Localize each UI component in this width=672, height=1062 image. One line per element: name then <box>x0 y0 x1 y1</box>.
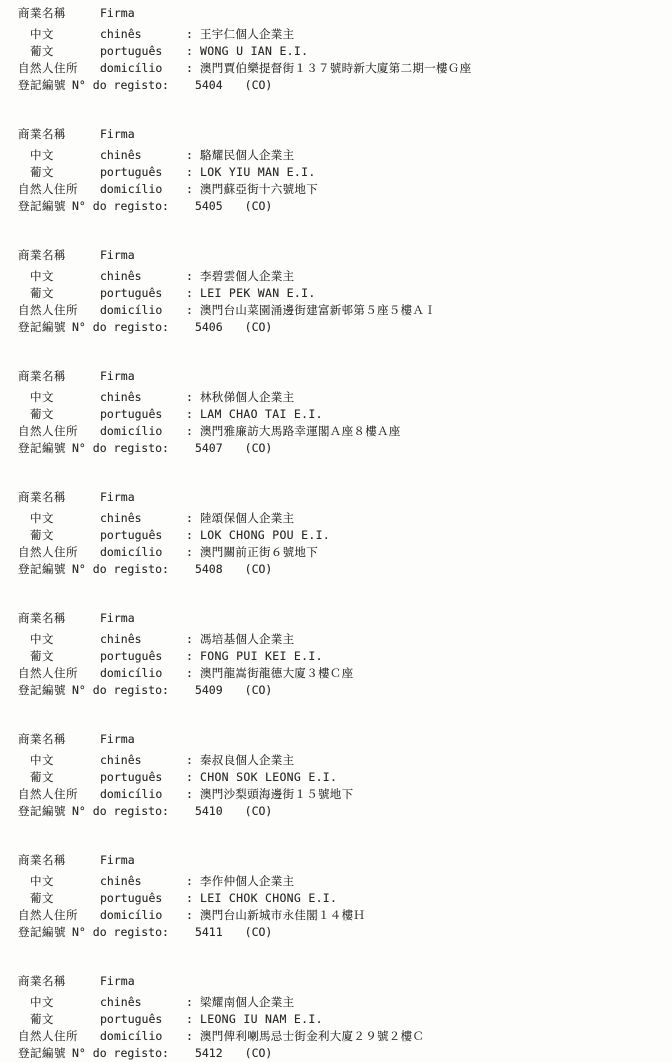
firm-label-pt: Firma <box>100 6 135 20</box>
separator-colon: : <box>186 908 193 922</box>
address-line <box>0 544 672 561</box>
registry-number-line <box>0 561 672 578</box>
chinese-name-label-zh: 中文 <box>30 632 54 646</box>
registry-number-line <box>0 682 672 699</box>
portuguese-name-label-zh: 葡文 <box>30 649 54 663</box>
separator-colon: : <box>186 511 193 525</box>
address-line <box>0 302 672 319</box>
registry-label-pt: N° do registo: <box>72 562 169 576</box>
registry-type-suffix: (CO) <box>244 1046 273 1060</box>
portuguese-name-value: FONG PUI KEI E.I. <box>200 649 323 663</box>
chinese-name-line <box>0 752 672 769</box>
portuguese-name-label-zh: 葡文 <box>30 528 54 542</box>
address-label-pt: domicílio <box>100 424 163 438</box>
portuguese-name-line <box>0 285 672 302</box>
address-label-zh: 自然人住所 <box>18 303 78 317</box>
registry-number-line <box>0 77 672 94</box>
registry-label-zh: 登記編號 <box>18 562 66 576</box>
registry-label-zh: 登記編號 <box>18 441 66 455</box>
separator-colon: : <box>186 390 193 404</box>
firm-label-zh: 商業名稱 <box>18 611 66 625</box>
chinese-name-label-pt: chinês <box>100 148 142 162</box>
firm-header-line <box>0 852 672 869</box>
chinese-name-label-zh: 中文 <box>30 390 54 404</box>
registration-record <box>0 973 672 1062</box>
chinese-name-value: 駱耀民個人企業主 <box>200 148 295 162</box>
firm-label-zh: 商業名稱 <box>18 369 66 383</box>
separator-colon: : <box>186 995 193 1009</box>
address-line <box>0 181 672 198</box>
separator-colon: : <box>186 891 193 905</box>
chinese-name-label-zh: 中文 <box>30 269 54 283</box>
registry-label-zh: 登記編號 <box>18 925 66 939</box>
separator-colon: : <box>186 286 193 300</box>
registry-label-pt: N° do registo: <box>72 925 169 939</box>
registry-number-value: 5408 <box>194 562 223 576</box>
firm-header-line <box>0 368 672 385</box>
registration-record <box>0 368 672 457</box>
address-label-zh: 自然人住所 <box>18 545 78 559</box>
separator-colon: : <box>186 649 193 663</box>
address-label-pt: domicílio <box>100 61 163 75</box>
chinese-name-value: 王宇仁個人企業主 <box>200 27 295 41</box>
address-value: 澳門賈伯樂提督街１３７號時新大廈第二期一樓Ｇ座 <box>200 61 472 75</box>
separator-colon: : <box>186 303 193 317</box>
portuguese-name-label-pt: português <box>100 891 163 905</box>
chinese-name-label-pt: chinês <box>100 874 142 888</box>
registry-label-zh: 登記編號 <box>18 320 66 334</box>
chinese-name-label-pt: chinês <box>100 632 142 646</box>
registry-label-zh: 登記編號 <box>18 1046 66 1060</box>
address-label-zh: 自然人住所 <box>18 666 78 680</box>
address-line <box>0 786 672 803</box>
portuguese-name-label-zh: 葡文 <box>30 44 54 58</box>
registry-type-suffix: (CO) <box>244 441 273 455</box>
chinese-name-value: 秦叔良個人企業主 <box>200 753 295 767</box>
firm-header-line <box>0 731 672 748</box>
registry-number-value: 5405 <box>194 199 223 213</box>
portuguese-name-label-pt: português <box>100 649 163 663</box>
registry-number-line <box>0 1045 672 1062</box>
address-value: 澳門沙梨頭海邊街１５號地下 <box>200 787 354 801</box>
portuguese-name-label-pt: português <box>100 44 163 58</box>
address-label-pt: domicílio <box>100 303 163 317</box>
registry-label-pt: N° do registo: <box>72 320 169 334</box>
chinese-name-label-zh: 中文 <box>30 511 54 525</box>
firm-label-zh: 商業名稱 <box>18 853 66 867</box>
registry-number-value: 5412 <box>194 1046 223 1060</box>
address-label-pt: domicílio <box>100 1029 163 1043</box>
registry-label-zh: 登記編號 <box>18 78 66 92</box>
registry-label-pt: N° do registo: <box>72 199 169 213</box>
portuguese-name-label-zh: 葡文 <box>30 407 54 421</box>
chinese-name-line <box>0 268 672 285</box>
portuguese-name-value: LEONG IU NAM E.I. <box>200 1012 323 1026</box>
chinese-name-value: 梁耀南個人企業主 <box>200 995 295 1009</box>
registry-label-zh: 登記編號 <box>18 683 66 697</box>
portuguese-name-line <box>0 527 672 544</box>
firm-label-zh: 商業名稱 <box>18 974 66 988</box>
separator-colon: : <box>186 770 193 784</box>
firm-header-line <box>0 973 672 990</box>
registry-type-suffix: (CO) <box>244 683 273 697</box>
firm-label-pt: Firma <box>100 369 135 383</box>
portuguese-name-label-zh: 葡文 <box>30 165 54 179</box>
chinese-name-label-pt: chinês <box>100 269 142 283</box>
portuguese-name-label-pt: português <box>100 1012 163 1026</box>
separator-colon: : <box>186 424 193 438</box>
chinese-name-line <box>0 994 672 1011</box>
firm-header-line <box>0 610 672 627</box>
address-label-zh: 自然人住所 <box>18 787 78 801</box>
firm-label-pt: Firma <box>100 611 135 625</box>
separator-colon: : <box>186 632 193 646</box>
portuguese-name-line <box>0 890 672 907</box>
chinese-name-value: 馮培基個人企業主 <box>200 632 295 646</box>
firm-header-line <box>0 489 672 506</box>
portuguese-name-line <box>0 769 672 786</box>
address-value: 澳門俾利喇馬忌士街金利大廈２９號２樓Ｃ <box>200 1029 425 1043</box>
registry-number-value: 5411 <box>194 925 223 939</box>
portuguese-name-label-pt: português <box>100 407 163 421</box>
separator-colon: : <box>186 545 193 559</box>
address-line <box>0 1028 672 1045</box>
chinese-name-label-zh: 中文 <box>30 874 54 888</box>
registry-label-pt: N° do registo: <box>72 804 169 818</box>
portuguese-name-value: LAM CHAO TAI E.I. <box>200 407 323 421</box>
address-label-zh: 自然人住所 <box>18 424 78 438</box>
separator-colon: : <box>186 1029 193 1043</box>
chinese-name-label-zh: 中文 <box>30 27 54 41</box>
address-label-zh: 自然人住所 <box>18 61 78 75</box>
chinese-name-label-pt: chinês <box>100 753 142 767</box>
firm-label-pt: Firma <box>100 127 135 141</box>
portuguese-name-label-pt: português <box>100 286 163 300</box>
firm-label-pt: Firma <box>100 732 135 746</box>
portuguese-name-value: LOK CHONG POU E.I. <box>200 528 331 542</box>
chinese-name-line <box>0 873 672 890</box>
registry-number-value: 5410 <box>194 804 223 818</box>
chinese-name-label-pt: chinês <box>100 27 142 41</box>
address-value: 澳門關前正街６號地下 <box>200 545 318 559</box>
address-label-pt: domicílio <box>100 545 163 559</box>
portuguese-name-label-zh: 葡文 <box>30 286 54 300</box>
portuguese-name-label-pt: português <box>100 528 163 542</box>
registry-number-value: 5409 <box>194 683 223 697</box>
separator-colon: : <box>186 269 193 283</box>
firm-header-line <box>0 247 672 264</box>
portuguese-name-line <box>0 164 672 181</box>
firm-label-pt: Firma <box>100 490 135 504</box>
registry-label-pt: N° do registo: <box>72 683 169 697</box>
registry-number-value: 5406 <box>194 320 223 334</box>
separator-colon: : <box>186 528 193 542</box>
registration-record <box>0 126 672 215</box>
separator-colon: : <box>186 165 193 179</box>
address-line <box>0 423 672 440</box>
registry-label-zh: 登記編號 <box>18 199 66 213</box>
address-label-zh: 自然人住所 <box>18 182 78 196</box>
portuguese-name-line <box>0 1011 672 1028</box>
separator-colon: : <box>186 1012 193 1026</box>
registry-type-suffix: (CO) <box>244 78 273 92</box>
portuguese-name-value: CHON SOK LEONG E.I. <box>200 770 338 784</box>
separator-colon: : <box>186 666 193 680</box>
address-value: 澳門蘇亞街十六號地下 <box>200 182 318 196</box>
registration-record <box>0 5 672 94</box>
firm-label-pt: Firma <box>100 853 135 867</box>
chinese-name-label-zh: 中文 <box>30 753 54 767</box>
portuguese-name-label-pt: português <box>100 165 163 179</box>
chinese-name-label-zh: 中文 <box>30 148 54 162</box>
address-label-pt: domicílio <box>100 787 163 801</box>
address-value: 澳門龍嵩街龍德大廈３樓Ｃ座 <box>200 666 354 680</box>
separator-colon: : <box>186 407 193 421</box>
firm-label-zh: 商業名稱 <box>18 248 66 262</box>
firm-header-line <box>0 5 672 22</box>
registration-record <box>0 610 672 699</box>
registry-label-pt: N° do registo: <box>72 1046 169 1060</box>
registry-label-pt: N° do registo: <box>72 78 169 92</box>
portuguese-name-line <box>0 43 672 60</box>
registry-number-line <box>0 319 672 336</box>
registry-type-suffix: (CO) <box>244 320 273 334</box>
registry-number-line <box>0 924 672 941</box>
registry-label-zh: 登記編號 <box>18 804 66 818</box>
portuguese-name-label-pt: português <box>100 770 163 784</box>
registry-number-line <box>0 803 672 820</box>
firm-header-line <box>0 126 672 143</box>
registry-type-suffix: (CO) <box>244 925 273 939</box>
registry-number-line <box>0 440 672 457</box>
separator-colon: : <box>186 182 193 196</box>
address-value: 澳門台山菜園涌邊街建富新邨第５座５樓ＡＩ <box>200 303 436 317</box>
separator-colon: : <box>186 753 193 767</box>
separator-colon: : <box>186 44 193 58</box>
address-line <box>0 60 672 77</box>
registry-label-pt: N° do registo: <box>72 441 169 455</box>
chinese-name-line <box>0 631 672 648</box>
registration-record <box>0 731 672 820</box>
firm-label-zh: 商業名稱 <box>18 127 66 141</box>
portuguese-name-value: WONG U IAN E.I. <box>200 44 309 58</box>
registration-record <box>0 852 672 941</box>
portuguese-name-value: LEI CHOK CHONG E.I. <box>200 891 338 905</box>
chinese-name-line <box>0 147 672 164</box>
chinese-name-label-pt: chinês <box>100 995 142 1009</box>
address-label-pt: domicílio <box>100 908 163 922</box>
separator-colon: : <box>186 61 193 75</box>
chinese-name-line <box>0 26 672 43</box>
address-value: 澳門雅廉訪大馬路幸運閣Ａ座８樓Ａ座 <box>200 424 401 438</box>
registration-record <box>0 247 672 336</box>
portuguese-name-label-zh: 葡文 <box>30 891 54 905</box>
firm-label-zh: 商業名稱 <box>18 490 66 504</box>
chinese-name-label-pt: chinês <box>100 511 142 525</box>
address-label-pt: domicílio <box>100 666 163 680</box>
registry-number-line <box>0 198 672 215</box>
registry-type-suffix: (CO) <box>244 804 273 818</box>
separator-colon: : <box>186 787 193 801</box>
firm-label-pt: Firma <box>100 248 135 262</box>
chinese-name-line <box>0 389 672 406</box>
firm-label-pt: Firma <box>100 974 135 988</box>
chinese-name-line <box>0 510 672 527</box>
scanned-gazette-page <box>0 5 672 1062</box>
portuguese-name-value: LOK YIU MAN E.I. <box>200 165 316 179</box>
portuguese-name-line <box>0 406 672 423</box>
registry-type-suffix: (CO) <box>244 199 273 213</box>
firm-label-zh: 商業名稱 <box>18 6 66 20</box>
separator-colon: : <box>186 874 193 888</box>
separator-colon: : <box>186 27 193 41</box>
chinese-name-value: 陸頌保個人企業主 <box>200 511 295 525</box>
chinese-name-value: 林秋俤個人企業主 <box>200 390 295 404</box>
address-line <box>0 907 672 924</box>
address-label-pt: domicílio <box>100 182 163 196</box>
address-value: 澳門台山新城市永佳閣１４樓Ｈ <box>200 908 366 922</box>
registry-type-suffix: (CO) <box>244 562 273 576</box>
firm-label-zh: 商業名稱 <box>18 732 66 746</box>
registry-number-value: 5407 <box>194 441 223 455</box>
registry-number-value: 5404 <box>194 78 223 92</box>
chinese-name-value: 李碧雲個人企業主 <box>200 269 295 283</box>
chinese-name-label-pt: chinês <box>100 390 142 404</box>
portuguese-name-value: LEI PEK WAN E.I. <box>200 286 316 300</box>
address-label-zh: 自然人住所 <box>18 1029 78 1043</box>
portuguese-name-label-zh: 葡文 <box>30 1012 54 1026</box>
separator-colon: : <box>186 148 193 162</box>
address-label-zh: 自然人住所 <box>18 908 78 922</box>
address-line <box>0 665 672 682</box>
chinese-name-label-zh: 中文 <box>30 995 54 1009</box>
registration-record <box>0 489 672 578</box>
portuguese-name-line <box>0 648 672 665</box>
portuguese-name-label-zh: 葡文 <box>30 770 54 784</box>
chinese-name-value: 李作仲個人企業主 <box>200 874 295 888</box>
